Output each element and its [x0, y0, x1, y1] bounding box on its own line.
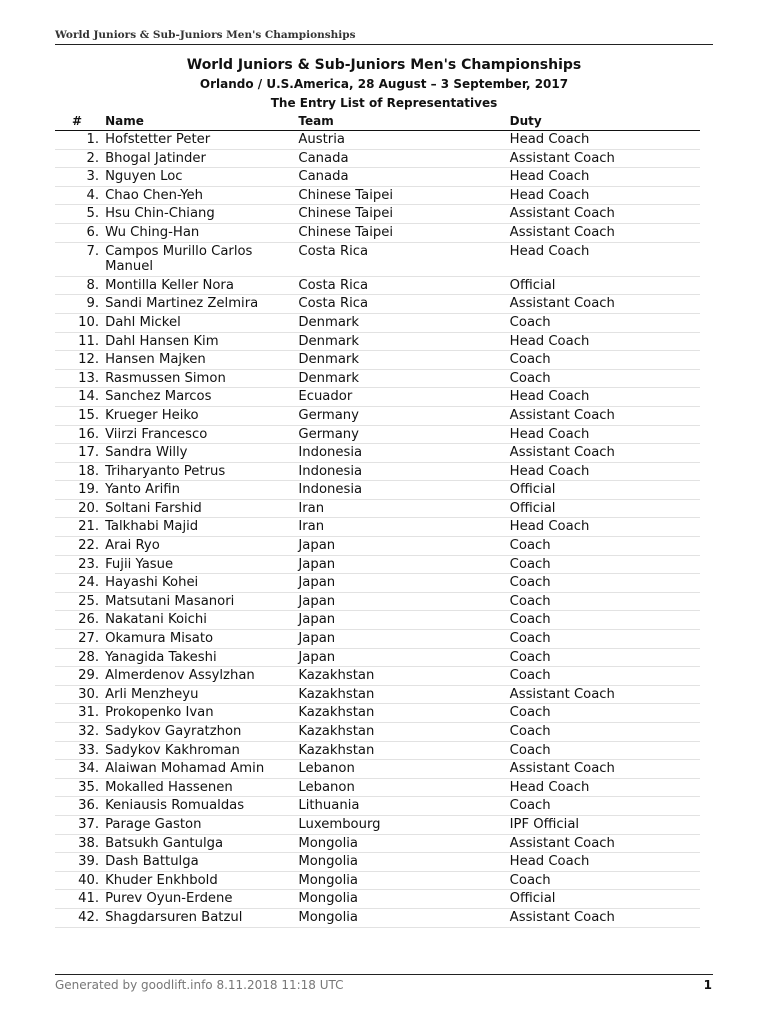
- row-duty: Assistant Coach: [510, 444, 700, 463]
- row-name: Sadykov Gayratzhon: [105, 723, 298, 742]
- row-number: 23.: [55, 555, 105, 574]
- row-duty: Official: [510, 481, 700, 500]
- table-row: [55, 648, 700, 667]
- table-row: [55, 388, 700, 407]
- row-team: Japan: [298, 537, 509, 556]
- row-number: 29.: [55, 667, 105, 686]
- row-number: 14.: [55, 388, 105, 407]
- row-team: Costa Rica: [298, 295, 509, 314]
- row-duty: Coach: [510, 630, 700, 649]
- row-name: Fujii Yasue: [105, 555, 298, 574]
- event-subtitle: Orlando / U.S.America, 28 August – 3 September, 2017: [199, 77, 569, 91]
- row-duty: Head Coach: [510, 853, 700, 872]
- row-team: Costa Rica: [298, 242, 509, 276]
- row-name: Sandra Willy: [105, 444, 298, 463]
- row-duty: Coach: [510, 648, 700, 667]
- row-duty: Coach: [510, 313, 700, 332]
- table-row: [55, 351, 700, 370]
- table-row: [55, 760, 700, 779]
- row-name: Okamura Misato: [105, 630, 298, 649]
- table-row: [55, 592, 700, 611]
- row-number: 3.: [55, 168, 105, 187]
- row-name: Arli Menzheyu: [105, 685, 298, 704]
- page-number: 1: [703, 978, 712, 992]
- running-header: World Juniors & Sub-Juniors Men's Championships: [55, 29, 356, 41]
- row-number: 24.: [55, 574, 105, 593]
- row-number: 30.: [55, 685, 105, 704]
- row-duty: Assistant Coach: [510, 406, 700, 425]
- row-team: Mongolia: [298, 890, 509, 909]
- row-name: Alaiwan Mohamad Amin: [105, 760, 298, 779]
- document-titles: [55, 55, 713, 113]
- row-team: Canada: [298, 168, 509, 187]
- row-duty: Assistant Coach: [510, 295, 700, 314]
- row-name: Campos Murillo Carlos Manuel: [105, 242, 298, 276]
- row-team: Mongolia: [298, 834, 509, 853]
- row-team: Lebanon: [298, 778, 509, 797]
- row-name: Nakatani Koichi: [105, 611, 298, 630]
- row-number: 38.: [55, 834, 105, 853]
- row-number: 13.: [55, 369, 105, 388]
- row-name: Sandi Martinez Zelmira: [105, 295, 298, 314]
- row-team: Kazakhstan: [298, 723, 509, 742]
- row-number: 16.: [55, 425, 105, 444]
- row-duty: Coach: [510, 723, 700, 742]
- row-duty: Head Coach: [510, 186, 700, 205]
- table-row: [55, 242, 700, 276]
- row-team: Chinese Taipei: [298, 205, 509, 224]
- row-name: Keniausis Romualdas: [105, 797, 298, 816]
- row-number: 19.: [55, 481, 105, 500]
- row-duty: Head Coach: [510, 332, 700, 351]
- column-header-duty: Duty: [510, 113, 700, 131]
- row-team: Germany: [298, 425, 509, 444]
- row-team: Canada: [298, 149, 509, 168]
- row-team: Lithuania: [298, 797, 509, 816]
- row-team: Austria: [298, 131, 509, 150]
- table-row: [55, 815, 700, 834]
- row-name: Sadykov Kakhroman: [105, 741, 298, 760]
- row-name: Prokopenko Ivan: [105, 704, 298, 723]
- table-row: [55, 871, 700, 890]
- table-row: [55, 425, 700, 444]
- row-name: Yanto Arifin: [105, 481, 298, 500]
- row-team: Mongolia: [298, 871, 509, 890]
- row-number: 17.: [55, 444, 105, 463]
- row-duty: Official: [510, 499, 700, 518]
- row-team: Luxembourg: [298, 815, 509, 834]
- row-number: 31.: [55, 704, 105, 723]
- table-row: [55, 908, 700, 927]
- table-row: [55, 295, 700, 314]
- row-team: Japan: [298, 611, 509, 630]
- row-number: 39.: [55, 853, 105, 872]
- row-number: 33.: [55, 741, 105, 760]
- row-name: Rasmussen Simon: [105, 369, 298, 388]
- row-name: Parage Gaston: [105, 815, 298, 834]
- table-row: [55, 853, 700, 872]
- row-number: 15.: [55, 406, 105, 425]
- header-divider: [55, 44, 713, 45]
- table-row: [55, 462, 700, 481]
- row-duty: Head Coach: [510, 388, 700, 407]
- row-team: Indonesia: [298, 462, 509, 481]
- row-number: 20.: [55, 499, 105, 518]
- row-team: Indonesia: [298, 444, 509, 463]
- table-row: [55, 313, 700, 332]
- row-number: 4.: [55, 186, 105, 205]
- row-name: Nguyen Loc: [105, 168, 298, 187]
- row-team: Japan: [298, 648, 509, 667]
- row-name: Hayashi Kohei: [105, 574, 298, 593]
- row-duty: Head Coach: [510, 425, 700, 444]
- row-team: Lebanon: [298, 760, 509, 779]
- row-number: 10.: [55, 313, 105, 332]
- table-row: [55, 223, 700, 242]
- table-row: [55, 723, 700, 742]
- table-row: [55, 444, 700, 463]
- row-name: Shagdarsuren Batzul: [105, 908, 298, 927]
- row-number: 12.: [55, 351, 105, 370]
- table-row: [55, 685, 700, 704]
- table-row: [55, 276, 700, 295]
- row-name: Purev Oyun-Erdene: [105, 890, 298, 909]
- table-row: [55, 574, 700, 593]
- row-name: Wu Ching-Han: [105, 223, 298, 242]
- row-team: Costa Rica: [298, 276, 509, 295]
- row-team: Denmark: [298, 351, 509, 370]
- entry-list-table: [55, 113, 700, 928]
- row-duty: Coach: [510, 871, 700, 890]
- row-duty: Assistant Coach: [510, 205, 700, 224]
- row-team: Japan: [298, 574, 509, 593]
- row-duty: Assistant Coach: [510, 149, 700, 168]
- row-number: 25.: [55, 592, 105, 611]
- table-row: [55, 630, 700, 649]
- row-number: 1.: [55, 131, 105, 150]
- document-title: World Juniors & Sub-Juniors Men's Championships: [186, 57, 582, 73]
- row-team: Kazakhstan: [298, 667, 509, 686]
- row-number: 7.: [55, 242, 105, 276]
- row-duty: Coach: [510, 797, 700, 816]
- row-team: Ecuador: [298, 388, 509, 407]
- row-number: 37.: [55, 815, 105, 834]
- row-team: Mongolia: [298, 908, 509, 927]
- row-duty: Head Coach: [510, 778, 700, 797]
- row-number: 28.: [55, 648, 105, 667]
- row-number: 32.: [55, 723, 105, 742]
- row-name: Talkhabi Majid: [105, 518, 298, 537]
- row-number: 35.: [55, 778, 105, 797]
- row-name: Viirzi Francesco: [105, 425, 298, 444]
- row-duty: Coach: [510, 369, 700, 388]
- row-duty: Head Coach: [510, 462, 700, 481]
- row-team: Japan: [298, 630, 509, 649]
- table-row: [55, 611, 700, 630]
- row-name: Bhogal Jatinder: [105, 149, 298, 168]
- row-number: 18.: [55, 462, 105, 481]
- row-duty: Official: [510, 890, 700, 909]
- row-number: 6.: [55, 223, 105, 242]
- row-number: 22.: [55, 537, 105, 556]
- table-row: [55, 555, 700, 574]
- table-row: [55, 481, 700, 500]
- row-duty: Head Coach: [510, 168, 700, 187]
- row-name: Hansen Majken: [105, 351, 298, 370]
- row-name: Hofstetter Peter: [105, 131, 298, 150]
- row-name: Khuder Enkhbold: [105, 871, 298, 890]
- row-number: 27.: [55, 630, 105, 649]
- table-row: [55, 499, 700, 518]
- table-row: [55, 741, 700, 760]
- row-duty: Head Coach: [510, 242, 700, 276]
- row-team: Mongolia: [298, 853, 509, 872]
- row-duty: Assistant Coach: [510, 685, 700, 704]
- row-duty: Coach: [510, 537, 700, 556]
- row-duty: Head Coach: [510, 131, 700, 150]
- row-name: Sanchez Marcos: [105, 388, 298, 407]
- row-number: 9.: [55, 295, 105, 314]
- row-duty: Assistant Coach: [510, 760, 700, 779]
- table-row: [55, 131, 700, 150]
- row-name: Chao Chen-Yeh: [105, 186, 298, 205]
- row-name: Dahl Hansen Kim: [105, 332, 298, 351]
- row-duty: Head Coach: [510, 518, 700, 537]
- column-header-number: #: [55, 113, 105, 131]
- row-duty: Assistant Coach: [510, 834, 700, 853]
- row-number: 11.: [55, 332, 105, 351]
- row-duty: Coach: [510, 667, 700, 686]
- table-row: [55, 332, 700, 351]
- row-name: Triharyanto Petrus: [105, 462, 298, 481]
- row-team: Denmark: [298, 313, 509, 332]
- row-name: Arai Ryo: [105, 537, 298, 556]
- row-duty: Coach: [510, 574, 700, 593]
- row-number: 40.: [55, 871, 105, 890]
- row-duty: Assistant Coach: [510, 223, 700, 242]
- table-body: [55, 131, 700, 928]
- column-header-name: Name: [105, 113, 298, 131]
- table-row: [55, 667, 700, 686]
- row-team: Japan: [298, 555, 509, 574]
- table-row: [55, 369, 700, 388]
- row-name: Yanagida Takeshi: [105, 648, 298, 667]
- row-team: Chinese Taipei: [298, 223, 509, 242]
- column-header-team: Team: [298, 113, 509, 131]
- row-name: Almerdenov Assylzhan: [105, 667, 298, 686]
- row-number: 2.: [55, 149, 105, 168]
- row-team: Kazakhstan: [298, 704, 509, 723]
- row-duty: Coach: [510, 351, 700, 370]
- list-title: The Entry List of Representatives: [270, 96, 498, 110]
- row-number: 42.: [55, 908, 105, 927]
- row-team: Denmark: [298, 369, 509, 388]
- row-name: Dahl Mickel: [105, 313, 298, 332]
- row-team: Kazakhstan: [298, 685, 509, 704]
- footer-generated-by: Generated by goodlift.info 8.11.2018 11:18 UTC: [55, 978, 344, 992]
- row-team: Japan: [298, 592, 509, 611]
- row-team: Denmark: [298, 332, 509, 351]
- row-duty: Coach: [510, 741, 700, 760]
- row-number: 41.: [55, 890, 105, 909]
- row-name: Soltani Farshid: [105, 499, 298, 518]
- row-number: 34.: [55, 760, 105, 779]
- row-duty: Official: [510, 276, 700, 295]
- row-name: Dash Battulga: [105, 853, 298, 872]
- row-name: Montilla Keller Nora: [105, 276, 298, 295]
- row-name: Mokalled Hassenen: [105, 778, 298, 797]
- row-number: 26.: [55, 611, 105, 630]
- table-row: [55, 704, 700, 723]
- table-row: [55, 518, 700, 537]
- row-team: Germany: [298, 406, 509, 425]
- row-duty: Coach: [510, 555, 700, 574]
- table-row: [55, 797, 700, 816]
- row-team: Indonesia: [298, 481, 509, 500]
- row-number: 8.: [55, 276, 105, 295]
- table-row: [55, 778, 700, 797]
- footer-divider: [55, 974, 713, 975]
- table-row: [55, 168, 700, 187]
- table-row: [55, 186, 700, 205]
- row-team: Iran: [298, 499, 509, 518]
- row-name: Krueger Heiko: [105, 406, 298, 425]
- row-team: Kazakhstan: [298, 741, 509, 760]
- row-duty: Coach: [510, 592, 700, 611]
- row-team: Iran: [298, 518, 509, 537]
- row-duty: Coach: [510, 704, 700, 723]
- table-row: [55, 149, 700, 168]
- row-duty: Coach: [510, 611, 700, 630]
- row-number: 36.: [55, 797, 105, 816]
- row-name: Matsutani Masanori: [105, 592, 298, 611]
- row-number: 5.: [55, 205, 105, 224]
- table-header-row: [55, 113, 700, 131]
- table-row: [55, 205, 700, 224]
- row-name: Batsukh Gantulga: [105, 834, 298, 853]
- row-team: Chinese Taipei: [298, 186, 509, 205]
- table-row: [55, 890, 700, 909]
- row-name: Hsu Chin-Chiang: [105, 205, 298, 224]
- table-row: [55, 406, 700, 425]
- table-row: [55, 834, 700, 853]
- row-number: 21.: [55, 518, 105, 537]
- table-row: [55, 537, 700, 556]
- row-duty: Assistant Coach: [510, 908, 700, 927]
- row-duty: IPF Official: [510, 815, 700, 834]
